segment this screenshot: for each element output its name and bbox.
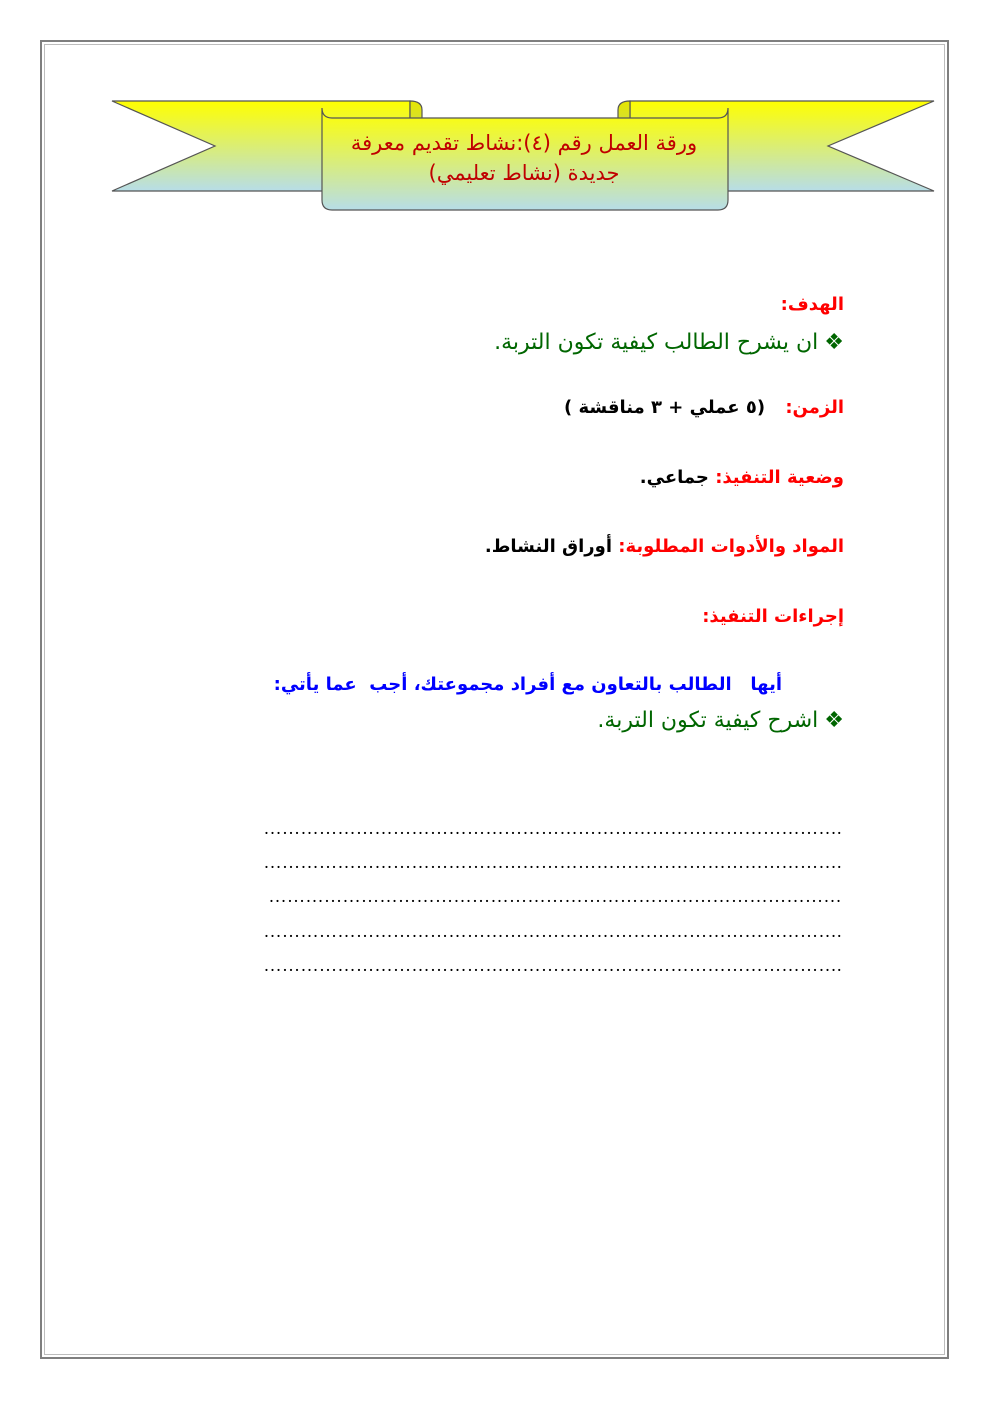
goal-text: ان يشرح الطالب كيفية تكون التربة. [494, 330, 819, 355]
execution-mode-label: وضعية التنفيذ: [715, 467, 844, 488]
goal-bullet-item [494, 330, 844, 355]
materials-row [485, 536, 844, 557]
worksheet-title-line1: ورقة العمل رقم (٤):نشاط تقديم معرفة [350, 131, 698, 155]
answer-line-5[interactable]: …………………………………………………………………………………. [263, 955, 842, 975]
diamond-bullet-icon: ❖ [824, 708, 844, 733]
worksheet-title [322, 118, 726, 198]
answer-line-3[interactable]: ………………………………………………………………………………… [268, 886, 842, 906]
goal-label: الهدف: [780, 294, 844, 315]
worksheet-title-line2: جديدة (نشاط تعليمي) [428, 161, 620, 185]
time-label: الزمن: [785, 397, 844, 418]
procedures-task-text: اشرح كيفية تكون التربة. [597, 708, 819, 733]
time-value: (٥ عملي + ٣ مناقشة ) [563, 397, 766, 418]
execution-mode-row [640, 467, 844, 488]
answer-line-4[interactable]: …………………………………………………………………………………. [263, 921, 842, 941]
diamond-bullet-icon: ❖ [824, 330, 844, 355]
answer-line-1[interactable]: …………………………………………………………………………………. [263, 818, 842, 838]
time-row [564, 397, 844, 418]
materials-value: أوراق النشاط. [484, 536, 613, 557]
procedures-bullet-item [597, 708, 844, 733]
page-border [40, 40, 949, 1359]
procedures-label: إجراءات التنفيذ: [702, 606, 844, 627]
procedures-instruction: أيها الطالب بالتعاون مع أفراد مجموعتك، أجب عما يأتي: [273, 674, 782, 695]
materials-label: المواد والأدوات المطلوبة: [618, 536, 844, 557]
answer-line-2[interactable]: …………………………………………………………………………………. [263, 852, 842, 872]
execution-mode-value: جماعي. [639, 467, 709, 488]
